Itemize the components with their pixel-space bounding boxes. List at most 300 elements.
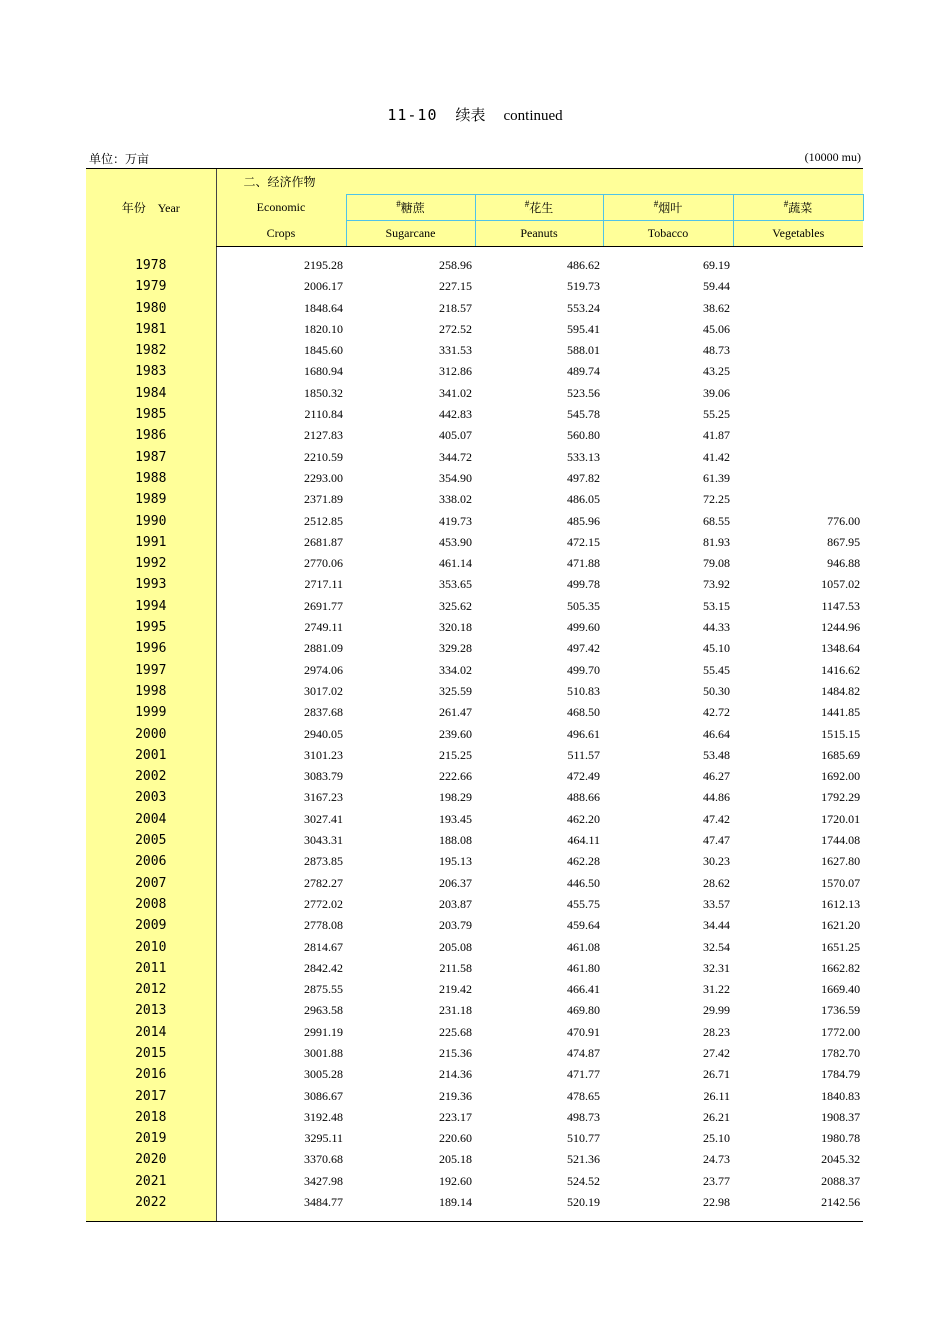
table-row <box>86 766 863 787</box>
tobacco-cell: 28.23 <box>703 1024 730 1039</box>
closing-row <box>86 1213 863 1222</box>
table-row <box>86 1000 863 1021</box>
peanuts-cell: 533.13 <box>567 449 600 464</box>
sugarcane-cell: 419.73 <box>439 513 472 528</box>
sugarcane-cell: 218.57 <box>439 300 472 315</box>
year-cell: 2019 <box>86 1128 216 1149</box>
sugarcane-cell: 261.47 <box>439 705 472 720</box>
year-cell: 1997 <box>86 660 216 681</box>
table-row <box>86 319 863 340</box>
economic-crops-cell: 2691.77 <box>216 596 346 617</box>
tobacco-cell: 46.27 <box>703 769 730 784</box>
vegetables-cell: 1772.00 <box>821 1024 861 1039</box>
peanuts-cell: 472.15 <box>567 534 600 549</box>
tobacco-cell: 55.45 <box>703 662 730 677</box>
peanuts-cell: 459.64 <box>567 918 600 933</box>
table-row <box>86 660 863 681</box>
table-row <box>86 489 863 510</box>
sugarcane-cell: 225.68 <box>439 1024 472 1039</box>
vegetables-cell: 1416.62 <box>821 662 861 677</box>
table-row <box>86 851 863 872</box>
vegetables-cell: 1612.13 <box>821 896 861 911</box>
sugarcane-cell: 239.60 <box>439 726 472 741</box>
peanuts-cell: 464.11 <box>567 833 600 848</box>
year-cell: 2011 <box>86 958 216 979</box>
sugarcane-cell: 312.86 <box>439 364 472 379</box>
sugarcane-cell: 461.14 <box>439 556 472 571</box>
vegetables-cell: 1720.01 <box>821 811 861 826</box>
vegetables-cell: 1484.82 <box>821 683 861 698</box>
year-cell: 1981 <box>86 319 216 340</box>
economic-crops-cell: 2940.05 <box>216 724 346 745</box>
vegetables-cell: 1980.78 <box>821 1131 861 1146</box>
economic-crops-cell: 3005.28 <box>216 1064 346 1085</box>
table-row <box>86 340 863 361</box>
year-cell: 1986 <box>86 425 216 446</box>
peanuts-cell: 478.65 <box>567 1088 600 1103</box>
sugarcane-cell: 272.52 <box>439 321 472 336</box>
table-row <box>86 1086 863 1107</box>
vegetables-cell <box>733 447 863 468</box>
tobacco-cell: 79.08 <box>703 556 730 571</box>
vegetables-cell: 776.00 <box>827 513 861 528</box>
table-row <box>86 787 863 808</box>
tobacco-cell: 53.15 <box>703 598 730 613</box>
year-cell: 2021 <box>86 1171 216 1192</box>
economic-crops-cell: 2782.27 <box>216 873 346 894</box>
tobacco-header-en: Tobacco <box>603 221 733 247</box>
peanuts-cell: 524.52 <box>567 1173 600 1188</box>
economic-crops-cell: 1850.32 <box>216 383 346 404</box>
table-row <box>86 425 863 446</box>
vegetables-cell <box>733 361 863 382</box>
data-table <box>86 168 864 1222</box>
sugarcane-header-en: Sugarcane <box>346 221 475 247</box>
table-row <box>86 1022 863 1043</box>
peanuts-cell: 510.83 <box>567 683 600 698</box>
sugarcane-cell: 442.83 <box>439 407 472 422</box>
economic-crops-cell: 2963.58 <box>216 1000 346 1021</box>
year-cell: 1999 <box>86 702 216 723</box>
sugarcane-cell: 334.02 <box>439 662 472 677</box>
tobacco-cell: 45.06 <box>703 321 730 336</box>
peanuts-cell: 485.96 <box>567 513 600 528</box>
tobacco-cell: 26.71 <box>703 1067 730 1082</box>
year-cell: 1992 <box>86 553 216 574</box>
tobacco-cell: 25.10 <box>703 1131 730 1146</box>
economic-crops-cell: 1680.94 <box>216 361 346 382</box>
year-cell: 1994 <box>86 596 216 617</box>
table-row <box>86 702 863 723</box>
vegetables-cell <box>733 255 863 276</box>
sugarcane-cell: 205.18 <box>439 1152 472 1167</box>
peanuts-cell: 455.75 <box>567 896 600 911</box>
economic-crops-cell: 2512.85 <box>216 511 346 532</box>
table-row <box>86 617 863 638</box>
economic-crops-cell: 2371.89 <box>216 489 346 510</box>
peanuts-cell: 462.28 <box>567 854 600 869</box>
year-cell: 2006 <box>86 851 216 872</box>
table-code: 11-10 <box>387 106 438 124</box>
tobacco-cell: 81.93 <box>703 534 730 549</box>
peanuts-cell: 468.50 <box>567 705 600 720</box>
peanuts-cell: 489.74 <box>567 364 600 379</box>
sugarcane-header-cn: #糖蔗 <box>346 195 475 221</box>
economic-crops-cell: 2842.42 <box>216 958 346 979</box>
table-row <box>86 255 863 276</box>
peanuts-cell: 486.62 <box>567 258 600 272</box>
sugarcane-cell: 341.02 <box>439 385 472 400</box>
year-cell: 1982 <box>86 340 216 361</box>
tobacco-cell: 46.64 <box>703 726 730 741</box>
table-row <box>86 830 863 851</box>
economic-crops-cell: 3295.11 <box>216 1128 346 1149</box>
peanuts-cell: 521.36 <box>567 1152 600 1167</box>
tobacco-cell: 59.44 <box>703 279 730 294</box>
economic-crops-cell: 3027.41 <box>216 809 346 830</box>
year-cell: 1978 <box>86 255 216 276</box>
peanuts-cell: 520.19 <box>567 1195 600 1210</box>
table-row <box>86 724 863 745</box>
year-cell: 2013 <box>86 1000 216 1021</box>
tobacco-cell: 26.11 <box>703 1088 730 1103</box>
economic-crops-cell: 2991.19 <box>216 1022 346 1043</box>
tobacco-cell: 41.87 <box>703 428 730 443</box>
table-row <box>86 937 863 958</box>
vegetables-cell: 2088.37 <box>821 1173 861 1188</box>
table-row <box>86 1149 863 1170</box>
economic-crops-cell: 3427.98 <box>216 1171 346 1192</box>
vegetables-cell: 2045.32 <box>821 1152 861 1167</box>
economic-crops-cell: 2210.59 <box>216 447 346 468</box>
peanuts-cell: 466.41 <box>567 982 600 997</box>
tobacco-cell: 45.10 <box>703 641 730 656</box>
vegetables-cell: 946.88 <box>827 556 861 571</box>
tobacco-cell: 32.54 <box>703 939 730 954</box>
sugarcane-cell: 219.36 <box>439 1088 472 1103</box>
tobacco-cell: 47.42 <box>703 811 730 826</box>
title-cn: 续表 <box>455 108 486 124</box>
vegetables-cell <box>733 276 863 297</box>
sugarcane-cell: 198.29 <box>439 790 472 805</box>
table-row <box>86 894 863 915</box>
economic-crops-cell: 2681.87 <box>216 532 346 553</box>
sugarcane-cell: 353.65 <box>439 577 472 592</box>
year-cell: 2016 <box>86 1064 216 1085</box>
sugarcane-cell: 338.02 <box>439 492 472 507</box>
peanuts-cell: 461.08 <box>567 939 600 954</box>
vegetables-cell: 1908.37 <box>821 1109 861 1124</box>
table-row <box>86 276 863 297</box>
table-row <box>86 298 863 319</box>
year-cell: 1988 <box>86 468 216 489</box>
vegetables-cell: 1669.40 <box>821 982 861 997</box>
tobacco-cell: 41.42 <box>703 449 730 464</box>
unit-label: 单位：万亩 <box>89 152 150 166</box>
economic-crops-cell: 3043.31 <box>216 830 346 851</box>
tobacco-cell: 33.57 <box>703 896 730 911</box>
table-row <box>86 979 863 1000</box>
tobacco-cell: 50.30 <box>703 683 730 698</box>
tobacco-cell: 44.33 <box>703 620 730 635</box>
unit-label-en: (10000 mu) <box>804 150 861 164</box>
table-row <box>86 958 863 979</box>
vegetables-cell: 1057.02 <box>821 577 861 592</box>
vegetables-cell: 2142.56 <box>821 1195 861 1210</box>
year-cell: 2007 <box>86 873 216 894</box>
table-row <box>86 1128 863 1149</box>
sugarcane-cell: 325.59 <box>439 683 472 698</box>
year-cell: 1990 <box>86 511 216 532</box>
economic-crops-cell: 2778.08 <box>216 915 346 936</box>
peanuts-cell: 462.20 <box>567 811 600 826</box>
peanuts-cell: 560.80 <box>567 428 600 443</box>
sugarcane-cell: 215.25 <box>439 747 472 762</box>
table-row <box>86 468 863 489</box>
sugarcane-cell: 215.36 <box>439 1045 472 1060</box>
table-row <box>86 1192 863 1213</box>
vegetables-cell: 1244.96 <box>821 620 861 635</box>
sugarcane-cell: 189.14 <box>439 1195 472 1210</box>
year-cell: 2010 <box>86 937 216 958</box>
year-cell: 1989 <box>86 489 216 510</box>
table-row <box>86 532 863 553</box>
vegetables-cell: 1348.64 <box>821 641 861 656</box>
economic-crops-cell: 1845.60 <box>216 340 346 361</box>
peanuts-cell: 472.49 <box>567 769 600 784</box>
vegetables-cell <box>733 298 863 319</box>
tobacco-cell: 24.73 <box>703 1152 730 1167</box>
vegetables-cell: 1736.59 <box>821 1003 861 1018</box>
vegetables-header-en: Vegetables <box>733 221 863 247</box>
year-cell: 1998 <box>86 681 216 702</box>
spacer-row <box>86 247 863 256</box>
economic-crops-cell: 2293.00 <box>216 468 346 489</box>
table-body <box>86 247 863 1222</box>
tobacco-cell: 47.47 <box>703 833 730 848</box>
tobacco-cell: 29.99 <box>703 1003 730 1018</box>
vegetables-cell: 1570.07 <box>821 875 861 890</box>
peanuts-cell: 505.35 <box>567 598 600 613</box>
year-cell: 1980 <box>86 298 216 319</box>
vegetables-cell: 1147.53 <box>821 598 861 613</box>
tobacco-cell: 61.39 <box>703 470 730 485</box>
economic-crops-cell: 3086.67 <box>216 1086 346 1107</box>
tobacco-cell: 26.21 <box>703 1109 730 1124</box>
sugarcane-cell: 331.53 <box>439 343 472 358</box>
sugarcane-cell: 453.90 <box>439 534 472 549</box>
tobacco-cell: 44.86 <box>703 790 730 805</box>
economic-crops-cell: 3001.88 <box>216 1043 346 1064</box>
economic-crops-cell: 2881.09 <box>216 638 346 659</box>
vegetables-cell: 1744.08 <box>821 833 861 848</box>
economic-crops-cell: 2110.84 <box>216 404 346 425</box>
table-row <box>86 638 863 659</box>
table-row <box>86 1043 863 1064</box>
economic-crops-cell: 2974.06 <box>216 660 346 681</box>
tobacco-cell: 22.98 <box>703 1195 730 1210</box>
economic-crops-cell: 2873.85 <box>216 851 346 872</box>
title-en: continued <box>503 108 563 124</box>
hash-mark: # <box>653 199 659 209</box>
tobacco-cell: 31.22 <box>703 982 730 997</box>
table-row <box>86 574 863 595</box>
sugarcane-cell: 192.60 <box>439 1173 472 1188</box>
economic-crops-cell: 3101.23 <box>216 745 346 766</box>
economic-crops-cell: 3167.23 <box>216 787 346 808</box>
sugarcane-cell: 325.62 <box>439 598 472 613</box>
sugarcane-cell: 405.07 <box>439 428 472 443</box>
vegetables-cell: 1784.79 <box>821 1067 861 1082</box>
year-cell: 1983 <box>86 361 216 382</box>
vegetables-cell: 1782.70 <box>821 1045 861 1060</box>
sugarcane-cell: 258.96 <box>439 258 472 272</box>
peanuts-cell: 588.01 <box>567 343 600 358</box>
year-cell: 1991 <box>86 532 216 553</box>
peanuts-cell: 471.77 <box>567 1067 600 1082</box>
vegetables-cell <box>733 404 863 425</box>
table-row <box>86 447 863 468</box>
vegetables-cell: 1662.82 <box>821 960 861 975</box>
table-row <box>86 809 863 830</box>
peanuts-cell: 510.77 <box>567 1131 600 1146</box>
year-cell: 2017 <box>86 1086 216 1107</box>
year-cell: 1985 <box>86 404 216 425</box>
year-cell: 2005 <box>86 830 216 851</box>
year-cell: 2015 <box>86 1043 216 1064</box>
table-row <box>86 1107 863 1128</box>
year-cell: 2008 <box>86 894 216 915</box>
table-row <box>86 873 863 894</box>
peanuts-cell: 446.50 <box>567 875 600 890</box>
table-row <box>86 1171 863 1192</box>
table-row <box>86 511 863 532</box>
tobacco-cell: 27.42 <box>703 1045 730 1060</box>
vegetables-cell <box>733 319 863 340</box>
peanuts-cell: 523.56 <box>567 385 600 400</box>
vegetables-cell: 1792.29 <box>821 790 861 805</box>
sugarcane-cell: 193.45 <box>439 811 472 826</box>
peanuts-header-cn: #花生 <box>475 195 603 221</box>
sugarcane-cell: 231.18 <box>439 1003 472 1018</box>
economic-crops-cell: 2749.11 <box>216 617 346 638</box>
peanuts-cell: 499.78 <box>567 577 600 592</box>
peanuts-cell: 497.42 <box>567 641 600 656</box>
year-cell: 2022 <box>86 1192 216 1213</box>
year-cell: 2002 <box>86 766 216 787</box>
vegetables-cell: 1627.80 <box>821 854 861 869</box>
peanuts-cell: 496.61 <box>567 726 600 741</box>
peanuts-cell: 553.24 <box>567 300 600 315</box>
sugarcane-cell: 219.42 <box>439 982 472 997</box>
economic-crops-cell: 2195.28 <box>216 255 346 276</box>
year-cell: 1996 <box>86 638 216 659</box>
sugarcane-cell: 354.90 <box>439 470 472 485</box>
group-header: 二、经济作物 <box>216 169 863 195</box>
tobacco-cell: 68.55 <box>703 513 730 528</box>
peanuts-cell: 499.70 <box>567 662 600 677</box>
year-cell: 1984 <box>86 383 216 404</box>
vegetables-cell: 1441.85 <box>821 705 861 720</box>
year-cell: 2009 <box>86 915 216 936</box>
tobacco-cell: 34.44 <box>703 918 730 933</box>
vegetables-cell <box>733 489 863 510</box>
economic-crops-cell: 3083.79 <box>216 766 346 787</box>
hash-mark: # <box>524 199 530 209</box>
peanuts-cell: 497.82 <box>567 470 600 485</box>
year-cell: 2014 <box>86 1022 216 1043</box>
vegetables-cell: 1685.69 <box>821 747 861 762</box>
tobacco-cell: 72.25 <box>703 492 730 507</box>
table-row <box>86 1064 863 1085</box>
sugarcane-cell: 205.08 <box>439 939 472 954</box>
economic-crops-cell: 2837.68 <box>216 702 346 723</box>
economic-crops-cell: 2770.06 <box>216 553 346 574</box>
tobacco-cell: 73.92 <box>703 577 730 592</box>
vegetables-cell: 1651.25 <box>821 939 861 954</box>
table-row <box>86 361 863 382</box>
table-row <box>86 404 863 425</box>
econ-header-en2: Crops <box>216 221 346 247</box>
sugarcane-cell: 320.18 <box>439 620 472 635</box>
economic-crops-cell: 1820.10 <box>216 319 346 340</box>
tobacco-cell: 53.48 <box>703 747 730 762</box>
sugarcane-cell: 203.87 <box>439 896 472 911</box>
peanuts-header-en: Peanuts <box>475 221 603 247</box>
vegetables-cell <box>733 340 863 361</box>
peanuts-cell: 499.60 <box>567 620 600 635</box>
tobacco-cell: 43.25 <box>703 364 730 379</box>
table-row <box>86 681 863 702</box>
page-title <box>0 104 950 127</box>
peanuts-cell: 498.73 <box>567 1109 600 1124</box>
economic-crops-cell: 2875.55 <box>216 979 346 1000</box>
year-cell: 2012 <box>86 979 216 1000</box>
vegetables-cell <box>733 468 863 489</box>
peanuts-cell: 488.66 <box>567 790 600 805</box>
year-cell: 2000 <box>86 724 216 745</box>
year-cell: 2018 <box>86 1107 216 1128</box>
year-cell: 2001 <box>86 745 216 766</box>
tobacco-cell: 55.25 <box>703 407 730 422</box>
tobacco-cell: 42.72 <box>703 705 730 720</box>
tobacco-cell: 30.23 <box>703 854 730 869</box>
tobacco-cell: 23.77 <box>703 1173 730 1188</box>
table-row <box>86 915 863 936</box>
sugarcane-cell: 206.37 <box>439 875 472 890</box>
tobacco-cell: 28.62 <box>703 875 730 890</box>
year-cell: 1979 <box>86 276 216 297</box>
economic-crops-cell: 3484.77 <box>216 1192 346 1213</box>
tobacco-cell: 32.31 <box>703 960 730 975</box>
peanuts-cell: 486.05 <box>567 492 600 507</box>
economic-crops-cell: 3192.48 <box>216 1107 346 1128</box>
tobacco-header-cn: #烟叶 <box>603 195 733 221</box>
tobacco-cell: 48.73 <box>703 343 730 358</box>
sugarcane-cell: 188.08 <box>439 833 472 848</box>
economic-crops-cell: 3370.68 <box>216 1149 346 1170</box>
sugarcane-cell: 344.72 <box>439 449 472 464</box>
peanuts-cell: 461.80 <box>567 960 600 975</box>
peanuts-cell: 471.88 <box>567 556 600 571</box>
peanuts-cell: 511.57 <box>567 747 600 762</box>
peanuts-cell: 519.73 <box>567 279 600 294</box>
year-cell: 1987 <box>86 447 216 468</box>
sugarcane-cell: 214.36 <box>439 1067 472 1082</box>
economic-crops-cell: 2127.83 <box>216 425 346 446</box>
economic-crops-cell: 2772.02 <box>216 894 346 915</box>
peanuts-cell: 474.87 <box>567 1045 600 1060</box>
